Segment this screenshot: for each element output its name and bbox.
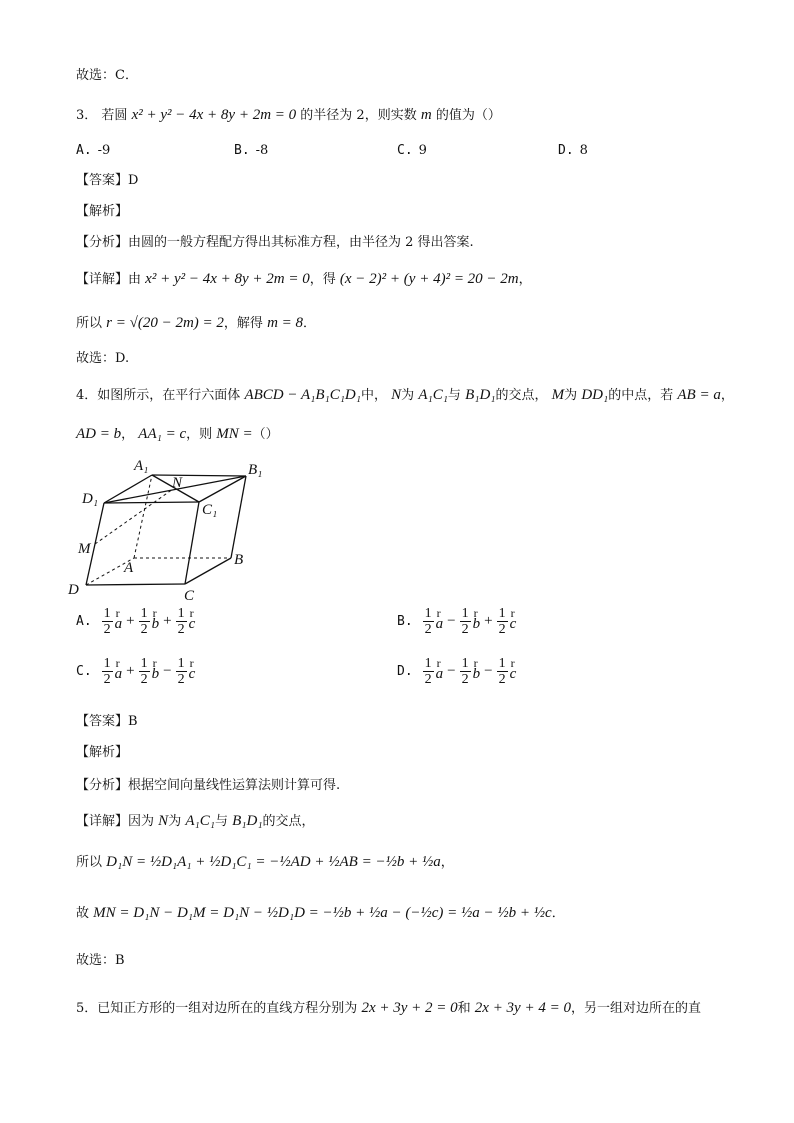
fraction-numerator: 1 bbox=[461, 656, 469, 671]
term-sign: − bbox=[447, 613, 456, 629]
vector-arrow-icon: r bbox=[115, 606, 120, 620]
label-a1: A₁ bbox=[134, 458, 149, 474]
term-sign: + bbox=[163, 613, 172, 629]
q3-number: 3． bbox=[76, 108, 98, 123]
label-c1: C₁ bbox=[202, 502, 218, 518]
q3-xiangjie-line1: 【详解】由 x² + y² − 4x + 8y + 2m = 0，得 (x − 2)² + (y + 4)² = 20 − 2m， bbox=[76, 271, 532, 287]
fraction-numerator: 1 bbox=[177, 656, 185, 671]
term-vector: b r bbox=[472, 656, 481, 682]
label-c: C bbox=[184, 588, 195, 604]
option-label: A. bbox=[76, 614, 92, 629]
fraction-denominator: 2 bbox=[103, 672, 111, 687]
vector-arrow-icon: r bbox=[436, 656, 441, 670]
edge-a-a1-hidden bbox=[134, 475, 152, 558]
vector-arrow-icon: r bbox=[152, 606, 157, 620]
edge-d-c bbox=[86, 584, 185, 585]
label-d1: D₁ bbox=[82, 491, 99, 507]
q4-fenxi: 【分析】根据空间向量线性运算法则计算可得. bbox=[76, 778, 341, 793]
fraction-numerator: 1 bbox=[103, 656, 111, 671]
fraction-numerator: 1 bbox=[177, 606, 185, 621]
q4-stem-line1: 4．如图所示，在平行六面体 ABCD − A₁B₁C₁D₁中， N为 A₁C₁与 B₁D₁的交点， M为 DD₁的中点，若 AB = a， bbox=[76, 387, 734, 403]
q4-option-c bbox=[76, 656, 195, 687]
q4-analysis-label: 【解析】 bbox=[76, 745, 129, 760]
term-fraction bbox=[176, 606, 187, 637]
fraction-denominator: 2 bbox=[461, 672, 469, 687]
q3-stem-prefix: 若圆 bbox=[101, 108, 128, 123]
q4-option-d bbox=[397, 656, 516, 687]
option-label: B. bbox=[397, 614, 413, 629]
term-sign: + bbox=[126, 663, 135, 679]
term-vector: c r bbox=[188, 606, 196, 632]
q3-option-d: D. 8 bbox=[558, 143, 588, 158]
label-d: D bbox=[68, 582, 79, 598]
q3-equation: x² + y² − 4x + 8y + 2m = 0 bbox=[131, 107, 297, 123]
term-fraction bbox=[139, 606, 150, 637]
fraction-numerator: 1 bbox=[140, 606, 148, 621]
term-fraction bbox=[497, 656, 508, 687]
vector-arrow-icon: r bbox=[189, 656, 194, 670]
term-vector: c r bbox=[188, 656, 196, 682]
vector-arrow-icon: r bbox=[473, 606, 478, 620]
q3-stem bbox=[76, 105, 501, 126]
label-m: M bbox=[78, 541, 91, 557]
fraction-numerator: 1 bbox=[103, 606, 111, 621]
term-vector: b r bbox=[151, 606, 160, 632]
edge-c1-d1 bbox=[104, 502, 199, 503]
q4-line3-expression: MN = D₁N − D₁M = D₁N − ½D₁D = −½b + ½a − (−½c) = ½a − ½b + ½c bbox=[93, 905, 552, 921]
term-vector: c r bbox=[509, 656, 517, 682]
fraction-numerator: 1 bbox=[140, 656, 148, 671]
q3-option-c: C. 9 bbox=[397, 143, 427, 158]
label-b1: B₁ bbox=[248, 462, 263, 478]
term-vector: a r bbox=[435, 606, 444, 632]
fraction-denominator: 2 bbox=[498, 622, 506, 637]
fraction-denominator: 2 bbox=[498, 672, 506, 687]
q3-conclusion: 故选：D. bbox=[76, 351, 130, 366]
term-fraction bbox=[176, 656, 187, 687]
edge-b1-b bbox=[231, 476, 246, 558]
q3-stem-mid: 的半径为 2，则实数 bbox=[300, 108, 417, 123]
fraction-denominator: 2 bbox=[424, 672, 432, 687]
fraction-denominator: 2 bbox=[461, 622, 469, 637]
term-fraction bbox=[102, 656, 113, 687]
term-vector: b r bbox=[151, 656, 160, 682]
term-sign: + bbox=[484, 613, 493, 629]
q3-xiangjie-line2: 所以 r = √(20 − 2m) = 2，解得 m = 8． bbox=[76, 315, 317, 331]
fraction-numerator: 1 bbox=[498, 606, 506, 621]
edge-a1-b1 bbox=[152, 475, 246, 476]
option-label: C. bbox=[76, 664, 92, 679]
vector-arrow-icon: r bbox=[436, 606, 441, 620]
term-vector: a r bbox=[114, 656, 123, 682]
fraction-denominator: 2 bbox=[140, 672, 148, 687]
fraction-numerator: 1 bbox=[498, 656, 506, 671]
q3-var-m: m bbox=[420, 107, 432, 123]
fraction-denominator: 2 bbox=[177, 672, 185, 687]
q4-option-a bbox=[76, 606, 195, 637]
fraction-denominator: 2 bbox=[140, 622, 148, 637]
q3-option-b: B. -8 bbox=[234, 143, 269, 158]
q3-fenxi: 【分析】由圆的一般方程配方得出其标准方程，由半径为 2 得出答案. bbox=[76, 235, 474, 250]
q4-xiangjie-line2: 所以 D₁N = ½D₁A₁ + ½D₁C₁ = −½AD + ½AB = −½b + ½a， bbox=[76, 854, 454, 870]
fraction-denominator: 2 bbox=[103, 622, 111, 637]
term-fraction bbox=[423, 606, 434, 637]
vector-arrow-icon: r bbox=[152, 656, 157, 670]
fraction-numerator: 1 bbox=[424, 656, 432, 671]
term-fraction bbox=[423, 656, 434, 687]
term-fraction bbox=[460, 606, 471, 637]
q3-answer: 【答案】D bbox=[76, 173, 139, 188]
label-b: B bbox=[234, 552, 244, 568]
q4-parallelepiped-figure bbox=[60, 452, 290, 604]
label-n: N bbox=[172, 475, 183, 491]
q5-stem: 5．已知正方形的一组对边所在的直线方程分别为 2x + 3y + 2 = 0和 2x + 3y + 4 = 0，另一组对边所在的直 bbox=[76, 1000, 701, 1016]
option-label: D. bbox=[397, 664, 413, 679]
term-vector: c r bbox=[509, 606, 517, 632]
term-sign: + bbox=[126, 613, 135, 629]
term-sign: − bbox=[447, 663, 456, 679]
term-vector: a r bbox=[114, 606, 123, 632]
term-vector: b r bbox=[472, 606, 481, 632]
vector-arrow-icon: r bbox=[189, 606, 194, 620]
q4-xiangjie-line1: 【详解】因为 N为 A₁C₁与 B₁D₁的交点， bbox=[76, 813, 315, 829]
q4-xiangjie-line3: 故 MN = D₁N − D₁M = D₁N − ½D₁D = −½b + ½a − (−½c) = ½a − ½b + ½c． bbox=[76, 905, 565, 921]
term-vector: a r bbox=[435, 656, 444, 682]
prev-conclusion: 故选：C． bbox=[76, 68, 138, 83]
term-sign: − bbox=[484, 663, 493, 679]
term-fraction bbox=[102, 606, 113, 637]
vector-arrow-icon: r bbox=[115, 656, 120, 670]
vector-arrow-icon: r bbox=[510, 656, 515, 670]
q3-analysis-label: 【解析】 bbox=[76, 204, 129, 219]
q3-option-a: A. -9 bbox=[76, 143, 111, 158]
vector-arrow-icon: r bbox=[510, 606, 515, 620]
vector-arrow-icon: r bbox=[473, 656, 478, 670]
term-fraction bbox=[497, 606, 508, 637]
term-fraction bbox=[460, 656, 471, 687]
term-fraction bbox=[139, 656, 150, 687]
fraction-numerator: 1 bbox=[461, 606, 469, 621]
fraction-denominator: 2 bbox=[424, 622, 432, 637]
edge-c-b bbox=[185, 558, 231, 584]
q4-answer: 【答案】B bbox=[76, 714, 138, 729]
q4-stem-line2: AD = b， AA₁ = c，则 MN =（） bbox=[76, 426, 279, 442]
label-a: A bbox=[124, 560, 134, 576]
fraction-denominator: 2 bbox=[177, 622, 185, 637]
edge-c1-c bbox=[185, 502, 199, 584]
q4-option-b bbox=[397, 606, 516, 637]
term-sign: − bbox=[163, 663, 172, 679]
fraction-numerator: 1 bbox=[424, 606, 432, 621]
q4-conclusion: 故选：B bbox=[76, 953, 125, 968]
q3-stem-suffix: 的值为（） bbox=[435, 108, 501, 123]
q4-line2-expression: D₁N = ½D₁A₁ + ½D₁C₁ = −½AD + ½AB = −½b + ½a bbox=[106, 854, 441, 870]
